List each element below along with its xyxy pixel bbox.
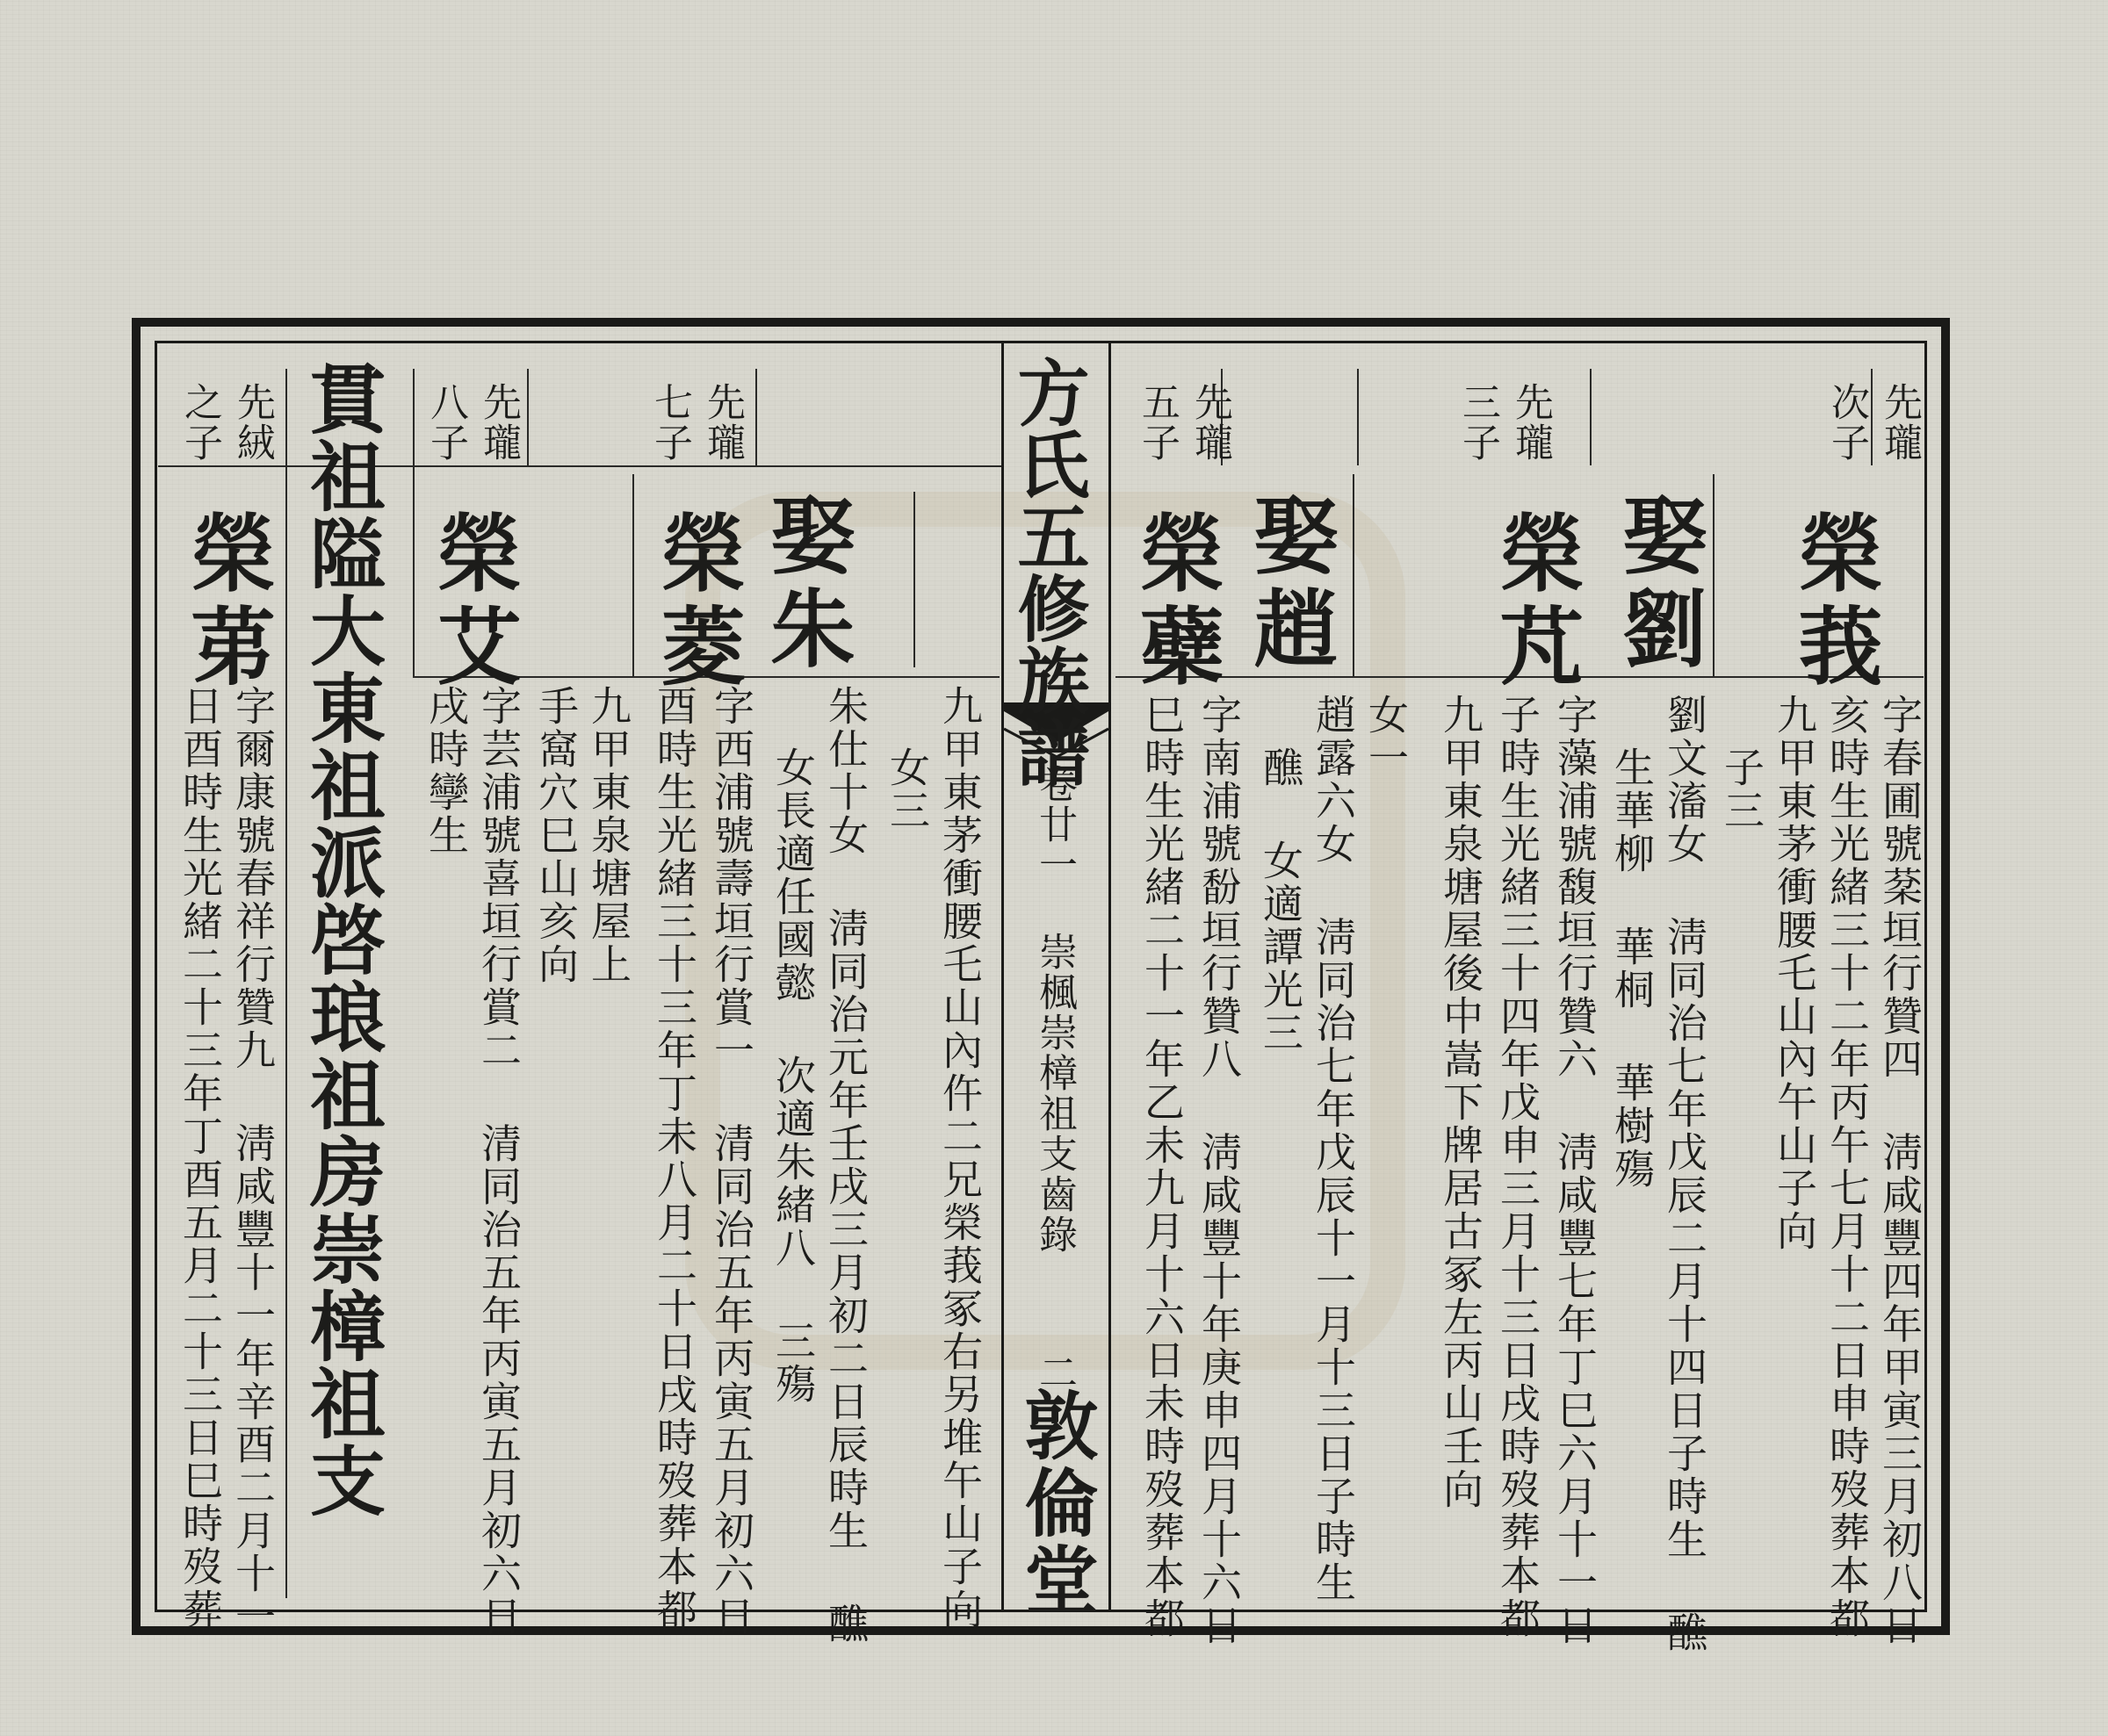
divider xyxy=(1871,369,1873,465)
detail-line: 九甲東茅衝腰乇山內午山子向 xyxy=(1771,694,1818,1253)
rank: 次子 xyxy=(1824,382,1869,463)
center-column-right-rule xyxy=(1108,341,1111,1612)
burial-line: 手窩穴巳山亥向 xyxy=(532,685,580,986)
rank: 之子 xyxy=(177,382,222,463)
spouse-surname: 娶趙 xyxy=(1240,492,1339,678)
father-name: 先瓏 xyxy=(1508,382,1553,463)
father-name: 先絨 xyxy=(230,382,275,463)
detail-line: 子三 xyxy=(1718,746,1765,832)
rank: 七子 xyxy=(647,382,692,463)
divider xyxy=(913,492,915,667)
header-rule xyxy=(158,465,1001,467)
divider xyxy=(755,369,757,465)
divider xyxy=(1713,474,1715,676)
detail-line: 字春圃號棻垣行贊四 淸咸豐四年甲寅三月初八日 xyxy=(1876,694,1924,1647)
rank: 三子 xyxy=(1455,382,1500,463)
detail-line: 劉文滀女 淸同治七年戊辰二月十四日子時生 醮 xyxy=(1661,694,1708,1654)
divider xyxy=(527,369,529,465)
page-title: 方氏五修族譜 xyxy=(1006,356,1090,788)
detail-line: 趙露六女 淸同治七年戊辰十一月十三日子時生 xyxy=(1310,694,1357,1604)
divider xyxy=(1353,474,1354,676)
detail-line: 生華柳 華桐 華樹殤 xyxy=(1608,746,1656,1191)
detail-line: 亥時生光緒三十二年丙午七月十二日申時歿葬本都 xyxy=(1823,694,1871,1640)
divider xyxy=(632,474,634,676)
detail-line: 九甲東泉塘屋後中嵩下牌居古冢左丙山壬向 xyxy=(1437,694,1484,1511)
divider xyxy=(1590,369,1592,465)
detail-line: 字藻浦號馥垣行贊六 淸咸豐七年丁巳六月十一日 xyxy=(1551,694,1599,1647)
detail-line: 字南浦號馚垣行贊八 淸咸豐十年庚申四月十六日 xyxy=(1195,694,1243,1647)
continuation-line: 九甲東茅衝腰乇山內仵二兄榮莪冢右另堆午山子向 xyxy=(936,685,984,1632)
spouse-surname: 娶朱 xyxy=(757,492,856,678)
detail-line: 字爾康號春祥行贊九 淸咸豐十一年辛酉二月十一 xyxy=(229,685,277,1639)
divider xyxy=(413,369,415,676)
hall-name: 敦倫堂 xyxy=(1013,1387,1100,1619)
person-name: 榮莪 xyxy=(1785,509,1884,695)
detail-line: 女一 xyxy=(1362,694,1410,780)
page-number: 二 xyxy=(1032,1352,1077,1393)
detail-line: 字芸浦號喜垣行賞二 清同治五年丙寅五月初六日 xyxy=(475,685,523,1639)
detail-line: 戌時孿生 xyxy=(422,685,470,857)
volume-line: 卷廿一 崇楓崇樟祖支齒錄 xyxy=(1032,764,1077,1255)
person-name: 榮菱 xyxy=(647,509,747,695)
person-name: 榮艾 xyxy=(423,509,523,695)
detail-line: 日酉時生光緒二十三年丁酉五月二十三日巳時歿葬 xyxy=(177,685,224,1632)
divider xyxy=(285,369,287,1598)
continuation-line: 女三 xyxy=(884,746,931,832)
person-name: 榮苐 xyxy=(177,509,277,695)
person-name: 榮蘗 xyxy=(1126,509,1225,695)
rank: 五子 xyxy=(1135,382,1180,463)
person-name: 榮芃 xyxy=(1486,509,1585,695)
father-name: 先瓏 xyxy=(700,382,745,463)
branch-heading: 貫祖隘大東祖派啓琅祖房崇樟祖支 xyxy=(297,360,386,1519)
continuation-line: 女長適任國懿 次適朱緒八 三殤 xyxy=(769,746,817,1406)
detail-line: 字西浦號壽垣行賞一 清同治五年丙寅五月初六日 xyxy=(708,685,755,1639)
father-name: 先瓏 xyxy=(1877,382,1922,463)
spouse-surname: 娶劉 xyxy=(1609,492,1708,678)
detail-line: 子時生光緒三十四年戊申三月十三日戌時歿葬本都 xyxy=(1494,694,1541,1640)
rank: 八子 xyxy=(423,382,468,463)
father-name: 先瓏 xyxy=(1188,382,1232,463)
center-column-left-rule xyxy=(1001,341,1004,1612)
divider xyxy=(1357,369,1359,465)
detail-line: 醮 女適譚光三 xyxy=(1257,746,1304,1055)
detail-line: 酉時生光緒三十三年丁未八月二十日戌時歿葬本都 xyxy=(651,685,698,1632)
continuation-line: 朱仕十女 淸同治元年壬戌三月初二日辰時生 醮 xyxy=(822,685,870,1646)
father-name: 先瓏 xyxy=(476,382,521,463)
burial-line: 九甲東泉塘屋上 xyxy=(585,685,632,986)
detail-line: 巳時生光緒二十一年乙未九月十六日未時歿葬本都 xyxy=(1138,694,1186,1640)
